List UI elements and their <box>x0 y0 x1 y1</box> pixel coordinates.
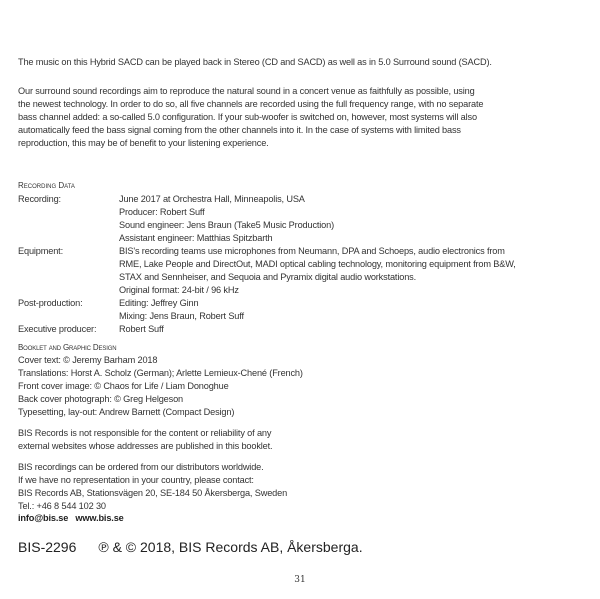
contact-line: Tel.: +46 8 544 102 30 <box>18 501 106 511</box>
paragraph-line: reproduction, this may be of benefit to your listening experience. <box>18 138 269 148</box>
row-label: Executive producer: <box>18 324 97 334</box>
row-value: Original format: 24-bit / 96 kHz <box>119 285 239 295</box>
intro-line: The music on this Hybrid SACD can be played back in Stereo (CD and SACD) as well as in 5.0 Surround sound (SACD). <box>18 57 492 67</box>
row-label: Recording: <box>18 194 61 204</box>
row-value: BIS's recording teams use microphones from Neumann, DPA and Schoeps, audio electronics from <box>119 246 505 256</box>
contact-links <box>18 512 124 525</box>
row-value: June 2017 at Orchestra Hall, Minneapolis, USA <box>119 194 305 204</box>
credit-line: Back cover photograph: © Greg Helgeson <box>18 394 184 404</box>
credit-line: Typesetting, lay-out: Andrew Barnett (Compact Design) <box>18 407 235 417</box>
row-value: Robert Suff <box>119 324 164 334</box>
row-label: Equipment: <box>18 246 63 256</box>
booklet-heading: Booklet and Graphic Design <box>18 343 117 352</box>
contact-line: BIS Records AB, Stationsvägen 20, SE-184 50 Åkersberga, Sweden <box>18 488 288 498</box>
row-value: Editing: Jeffrey Ginn <box>119 298 199 308</box>
row-label: Post-production: <box>18 298 83 308</box>
paragraph-line: Our surround sound recordings aim to reproduce the natural sound in a concert venue as faithfully as possible, using <box>18 86 475 96</box>
catalog-number: BIS-2296 <box>18 539 77 555</box>
credit-line: Translations: Horst A. Scholz (German); Arlette Lemieux-Chené (French) <box>18 368 303 378</box>
credit-line: Front cover image: © Chaos for Life / Liam Donoghue <box>18 381 229 391</box>
row-value: Mixing: Jens Braun, Robert Suff <box>119 311 244 321</box>
credit-line: Cover text: © Jeremy Barham 2018 <box>18 355 158 365</box>
copyright-notice: ℗ & © 2018, BIS Records AB, Åkersberga. <box>98 539 363 555</box>
website-link[interactable]: www.bis.se <box>75 513 124 523</box>
footer <box>18 539 363 555</box>
disclaimer-line: external websites whose addresses are published in this booklet. <box>18 441 273 451</box>
page-number: 31 <box>294 575 306 585</box>
email-link[interactable]: info@bis.se <box>18 513 69 523</box>
paragraph-line: bass channel added: a so-called 5.0 configuration. If your sub-woofer is switched on, however, most systems will also <box>18 112 477 122</box>
paragraph-line: automatically feed the bass signal coming from the other channels into it. In the case of systems with limited bass <box>18 125 461 135</box>
row-value: RME, Lake People and DirectOut, MADI optical cabling technology, monitoring equipment from B&W, <box>119 259 516 269</box>
paragraph-line: the newest technology. In order to do so, all five channels are recorded using the full frequency range, with no separate <box>18 99 484 109</box>
row-value: STAX and Sennheiser, and Sequoia and Pyramix digital audio workstations. <box>119 272 416 282</box>
contact-line: If we have no representation in your country, please contact: <box>18 475 254 485</box>
row-value: Sound engineer: Jens Braun (Take5 Music Production) <box>119 220 335 230</box>
contact-line: BIS recordings can be ordered from our distributors worldwide. <box>18 462 264 472</box>
row-value: Assistant engineer: Matthias Spitzbarth <box>119 233 273 243</box>
disclaimer-line: BIS Records is not responsible for the content or reliability of any <box>18 428 272 438</box>
recording-data-heading: Recording Data <box>18 181 75 190</box>
row-value: Producer: Robert Suff <box>119 207 205 217</box>
